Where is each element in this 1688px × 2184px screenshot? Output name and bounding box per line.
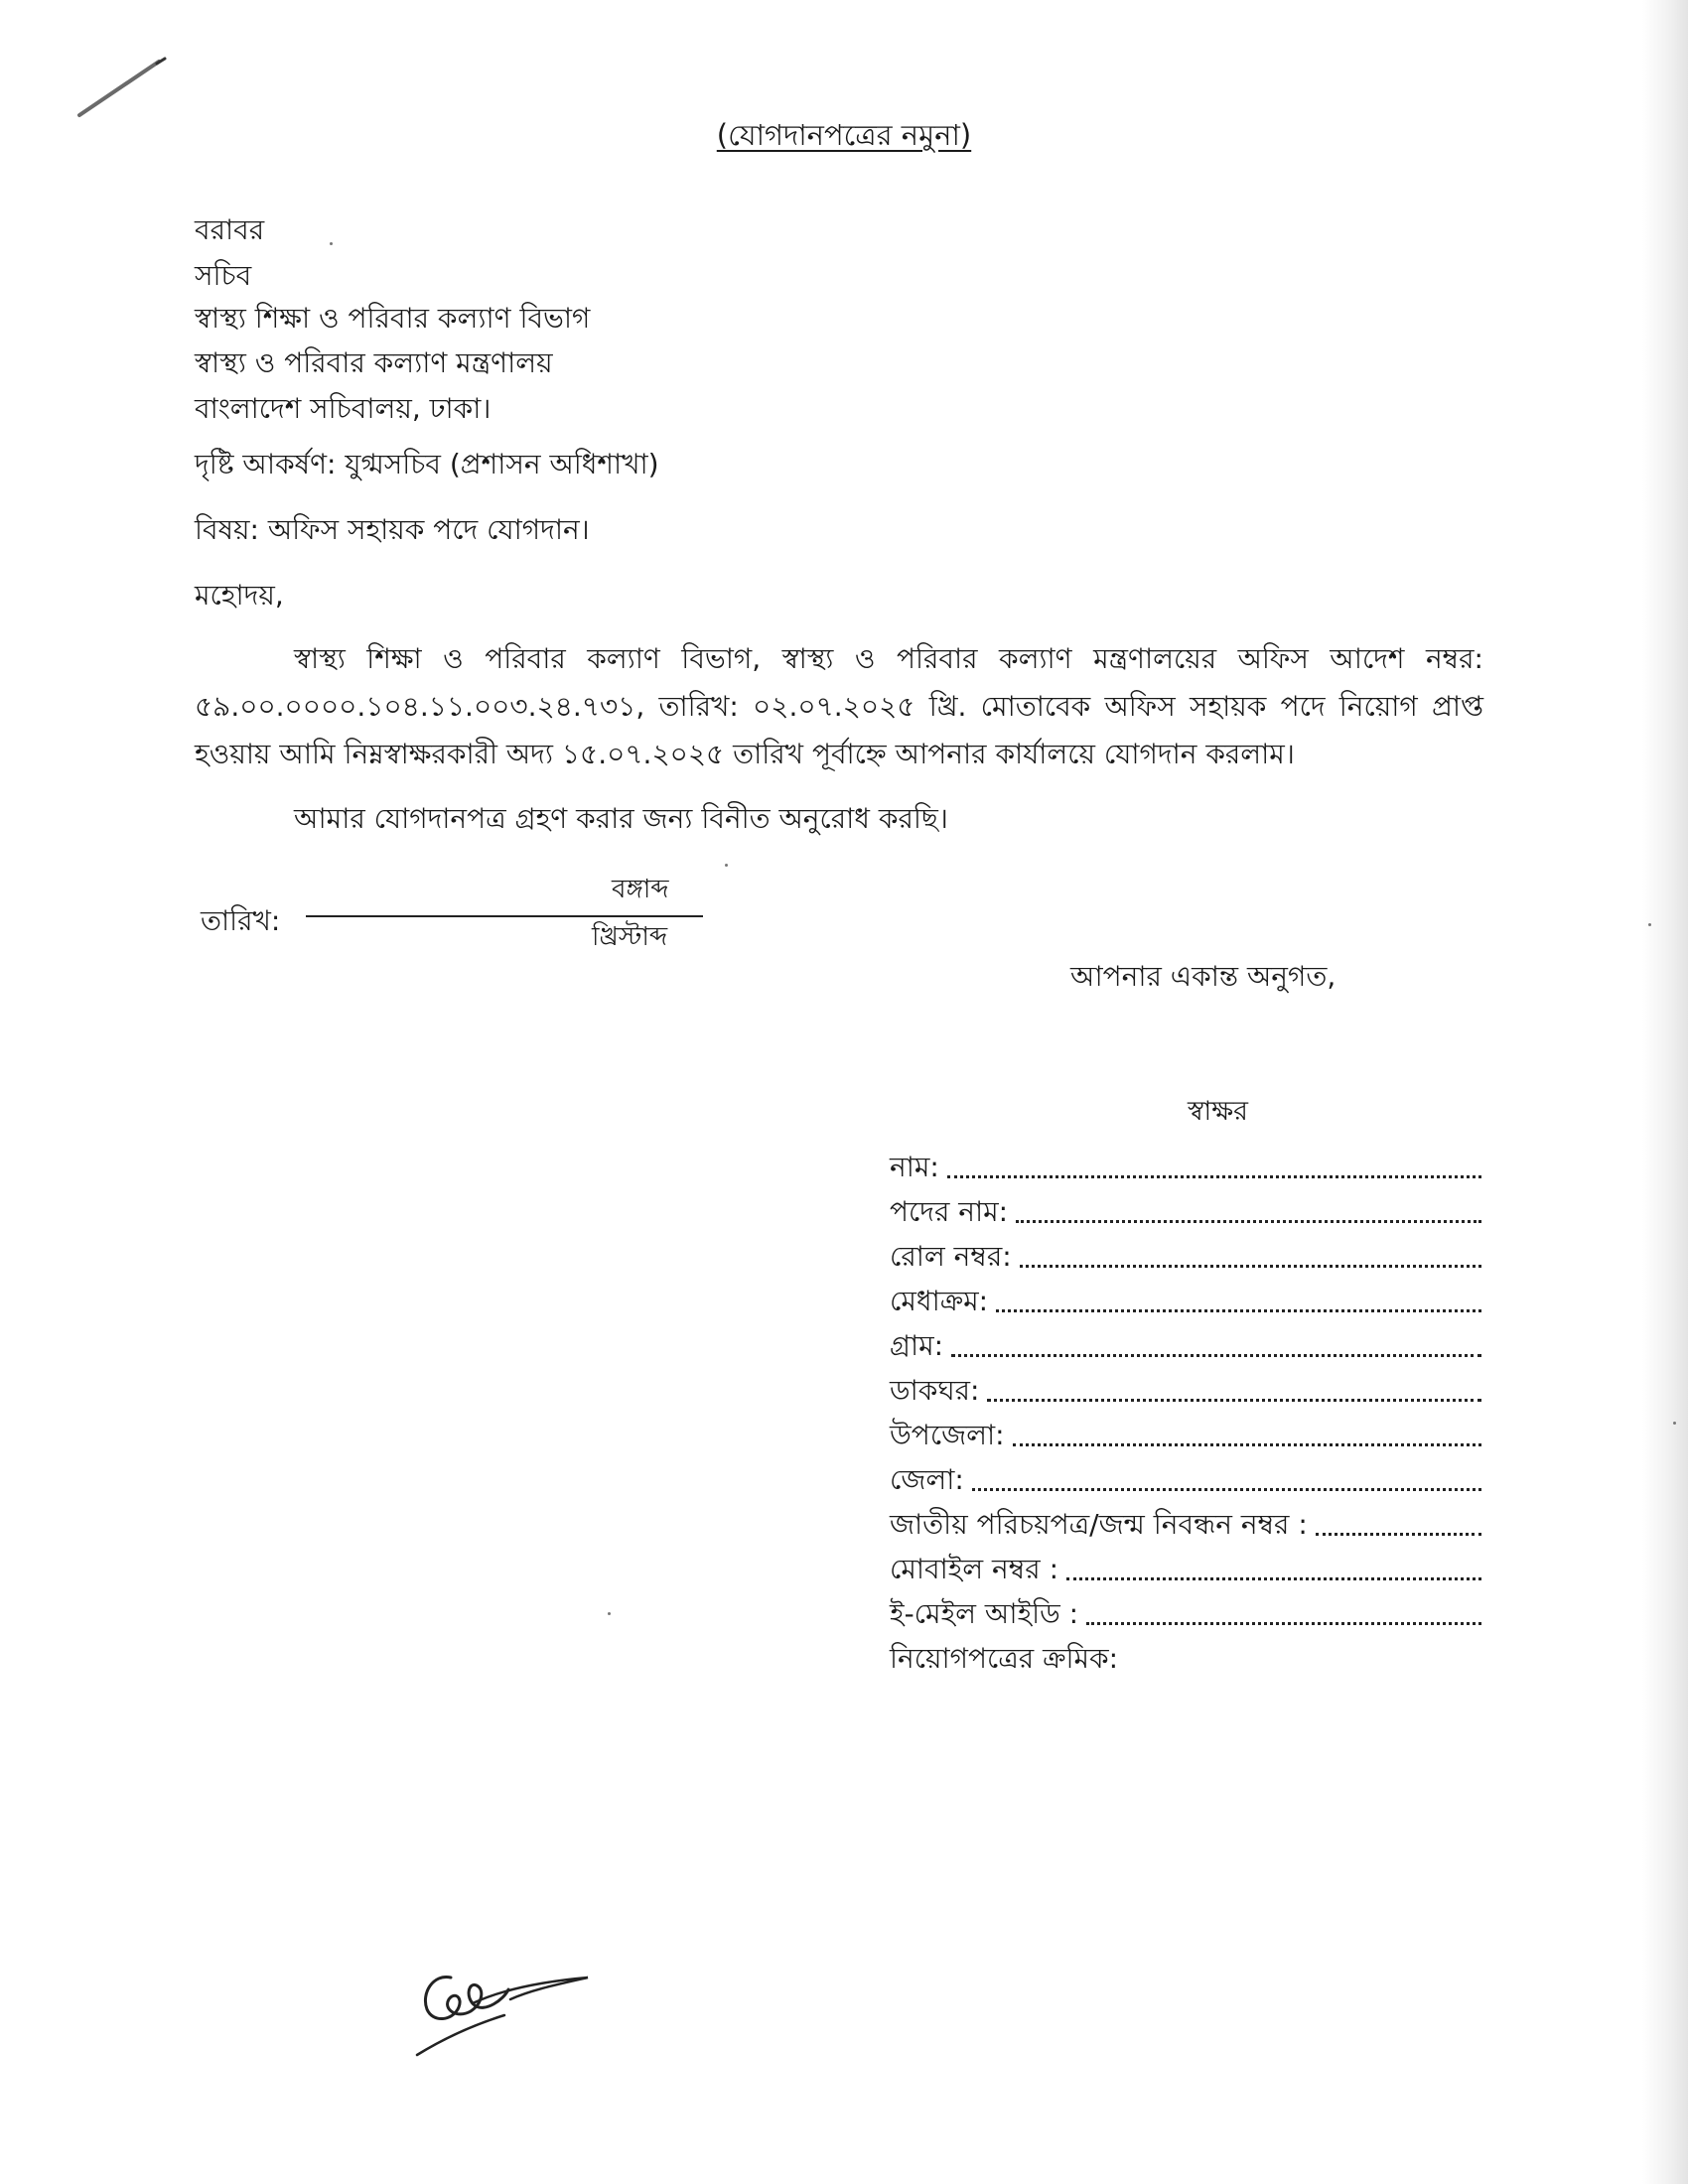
fill-in-dotted-line <box>1066 1577 1481 1580</box>
recipient-line-4: স্বাস্থ্য ও পরিবার কল্যাণ মন্ত্রণালয় <box>195 346 553 379</box>
signature-heading: স্বাক্ষর <box>1188 1096 1248 1127</box>
bengali-calendar-label: বঙ্গাব্দ <box>612 875 669 904</box>
field-label: ডাকঘর: <box>890 1374 980 1407</box>
fill-in-dotted-line <box>1016 1220 1481 1223</box>
field-email-id <box>890 1588 1481 1632</box>
scan-speck <box>608 1612 611 1615</box>
date-label: তারিখ: <box>201 904 281 937</box>
pen-mark-icon <box>71 56 181 125</box>
fill-in-dotted-line <box>1020 1265 1481 1268</box>
field-district <box>890 1454 1481 1498</box>
gregorian-calendar-label: খ্রিস্টাব্দ <box>592 922 668 952</box>
closing-phrase: আপনার একান্ত অনুগত, <box>1070 960 1336 993</box>
fill-in-dotted-line <box>947 1175 1481 1178</box>
scan-shadow-edge <box>1642 0 1688 2184</box>
request-line: আমার যোগদানপত্র গ্রহণ করার জন্য বিনীত অনুরোধ করছি। <box>294 802 948 835</box>
field-label: ই-মেইল আইডি : <box>890 1597 1079 1630</box>
field-label: জাতীয় পরিচয়পত্র/জন্ম নিবন্ধন নম্বর : <box>890 1508 1308 1541</box>
recipient-line-3: স্বাস্থ্য শিক্ষা ও পরিবার কল্যাণ বিভাগ <box>195 302 591 335</box>
salutation: মহোদয়, <box>195 579 284 612</box>
field-nid-birth-reg <box>890 1499 1481 1543</box>
field-mobile-number <box>890 1544 1481 1587</box>
field-appointment-serial <box>890 1633 1481 1677</box>
subject-line: বিষয়: অফিস সহায়ক পদে যোগদান। <box>195 513 590 546</box>
field-label: গ্রাম: <box>890 1329 944 1362</box>
field-post-office <box>890 1365 1481 1409</box>
field-merit-position <box>890 1276 1481 1319</box>
field-label: উপজেলা: <box>890 1419 1005 1451</box>
field-label: নাম: <box>890 1151 939 1183</box>
fill-in-dotted-line <box>996 1309 1481 1312</box>
date-divider-line <box>306 915 703 917</box>
recipient-line-5: বাংলাদেশ সচিবালয়, ঢাকা। <box>195 392 492 425</box>
field-name <box>890 1142 1481 1185</box>
field-post-name <box>890 1186 1481 1230</box>
field-label: জেলা: <box>890 1463 964 1496</box>
field-roll-number <box>890 1231 1481 1275</box>
recipient-line-2: সচিব <box>195 259 252 292</box>
fill-in-dotted-line <box>1086 1622 1481 1625</box>
field-upazila <box>890 1410 1481 1453</box>
field-label: পদের নাম: <box>890 1195 1009 1228</box>
scan-speck <box>1648 923 1651 926</box>
attention-line: দৃষ্টি আকর্ষণ: যুগ্মসচিব (প্রশাসন অধিশাখা) <box>195 448 659 480</box>
fill-in-dotted-line <box>987 1399 1481 1402</box>
field-label: মেধাক্রম: <box>890 1285 989 1317</box>
field-village <box>890 1320 1481 1364</box>
fill-in-dotted-line <box>951 1354 1481 1357</box>
scan-speck <box>725 864 728 867</box>
letter-title: (যোগদানপত্রের নমুনা) <box>716 118 972 152</box>
handwritten-signature <box>413 1960 602 2059</box>
field-label: রোল নম্বর: <box>890 1240 1012 1273</box>
recipient-line-1: বরাবর <box>195 213 265 246</box>
scan-speck <box>1673 1422 1676 1425</box>
field-label: নিয়োগপত্রের ক্রমিক: <box>890 1642 1119 1675</box>
fill-in-dotted-line <box>972 1488 1481 1491</box>
field-label: মোবাইল নম্বর : <box>890 1553 1059 1585</box>
body-paragraph: স্বাস্থ্য শিক্ষা ও পরিবার কল্যাণ বিভাগ, স্বাস্থ্য ও পরিবার কল্যাণ মন্ত্রণালয়ের অফিস আদেশ নম্বর: ৫৯.০০.০০০০.১০৪.১১.০০৩.২৪.৭৩১, তারিখ: ০২.০৭.২০২৫ খ্রি. মোতাবেক অফিস সহায়ক পদে নিয়োগ প্রাপ্ত হওয়ায় আমি নিম্নস্বাক্ষরকারী অদ্য ১৫.০৭.২০২৫ তারিখ পূর্বাহ্নে আপনার কার্যালয়ে যোগদান করলাম। <box>195 642 1483 770</box>
fill-in-dotted-line <box>1013 1443 1481 1446</box>
fill-in-dotted-line <box>1316 1533 1481 1536</box>
scan-speck <box>330 242 333 245</box>
